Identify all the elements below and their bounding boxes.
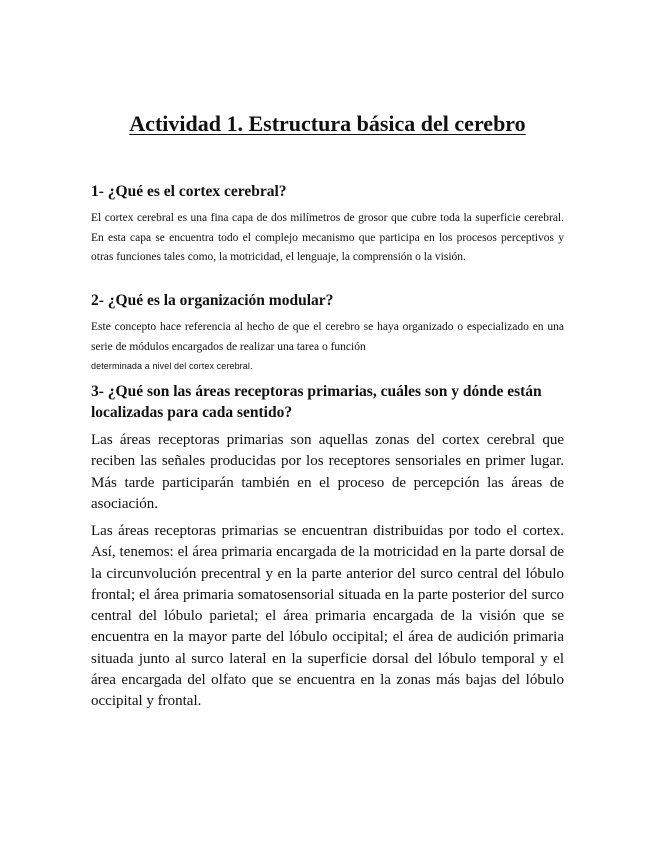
section-2-text <box>91 318 564 377</box>
section-3-paragraph-1: Las áreas receptoras primarias son aquellas zonas del cortex cerebral que reciben las señales producidas por los receptores sensoriales en primer lugar. Más tarde participarán también en el proceso de percepción las áreas de asociación. <box>91 432 564 512</box>
section-2-text-main: Este concepto hace referencia al hecho de que el cerebro se haya organizado o especializado en una serie de módulos encargados de realizar una tarea o función <box>91 321 564 353</box>
section-3-paragraph-2: Las áreas receptoras primarias se encuentran distribuidas por todo el cortex. Así, tenemos: el área primaria encargada de la motricidad en la parte dorsal de la circunvolución precentral y en la parte anterior del surco central del lóbulo frontal; el área primaria somatosensorial situada en la parte posterior del surco central del lóbulo parietal; el área primaria encargada de la visión que se encuentra en la mayor parte del lóbulo occipital; el área de audición primaria situada junto al surco lateral en la superficie dorsal del lóbulo temporal y el área encargada del olfato que se encuentra en la zonas más bajas del lóbulo occipital y frontal. <box>91 523 564 710</box>
section-3-heading: 3- ¿Qué son las áreas receptoras primarias, cuáles son y dónde están localizadas para cada sentido? <box>91 383 542 421</box>
page-title: Actividad 1. Estructura básica del cerebro <box>129 111 526 136</box>
section-2-text-tail: determinada a nivel del cortex cerebral. <box>91 361 253 371</box>
section-2-heading: 2- ¿Qué es la organización modular? <box>91 292 334 309</box>
section-1-text: El cortex cerebral es una fina capa de dos milímetros de grosor que cubre toda la superficie cerebral. En esta capa se encuentra todo el complejo mecanismo que participa en los procesos perceptivos y otras funciones tales como, la motricidad, el lenguaje, la comprensión o la visión. <box>91 212 564 263</box>
section-1-heading: 1- ¿Qué es el cortex cerebral? <box>91 183 287 200</box>
